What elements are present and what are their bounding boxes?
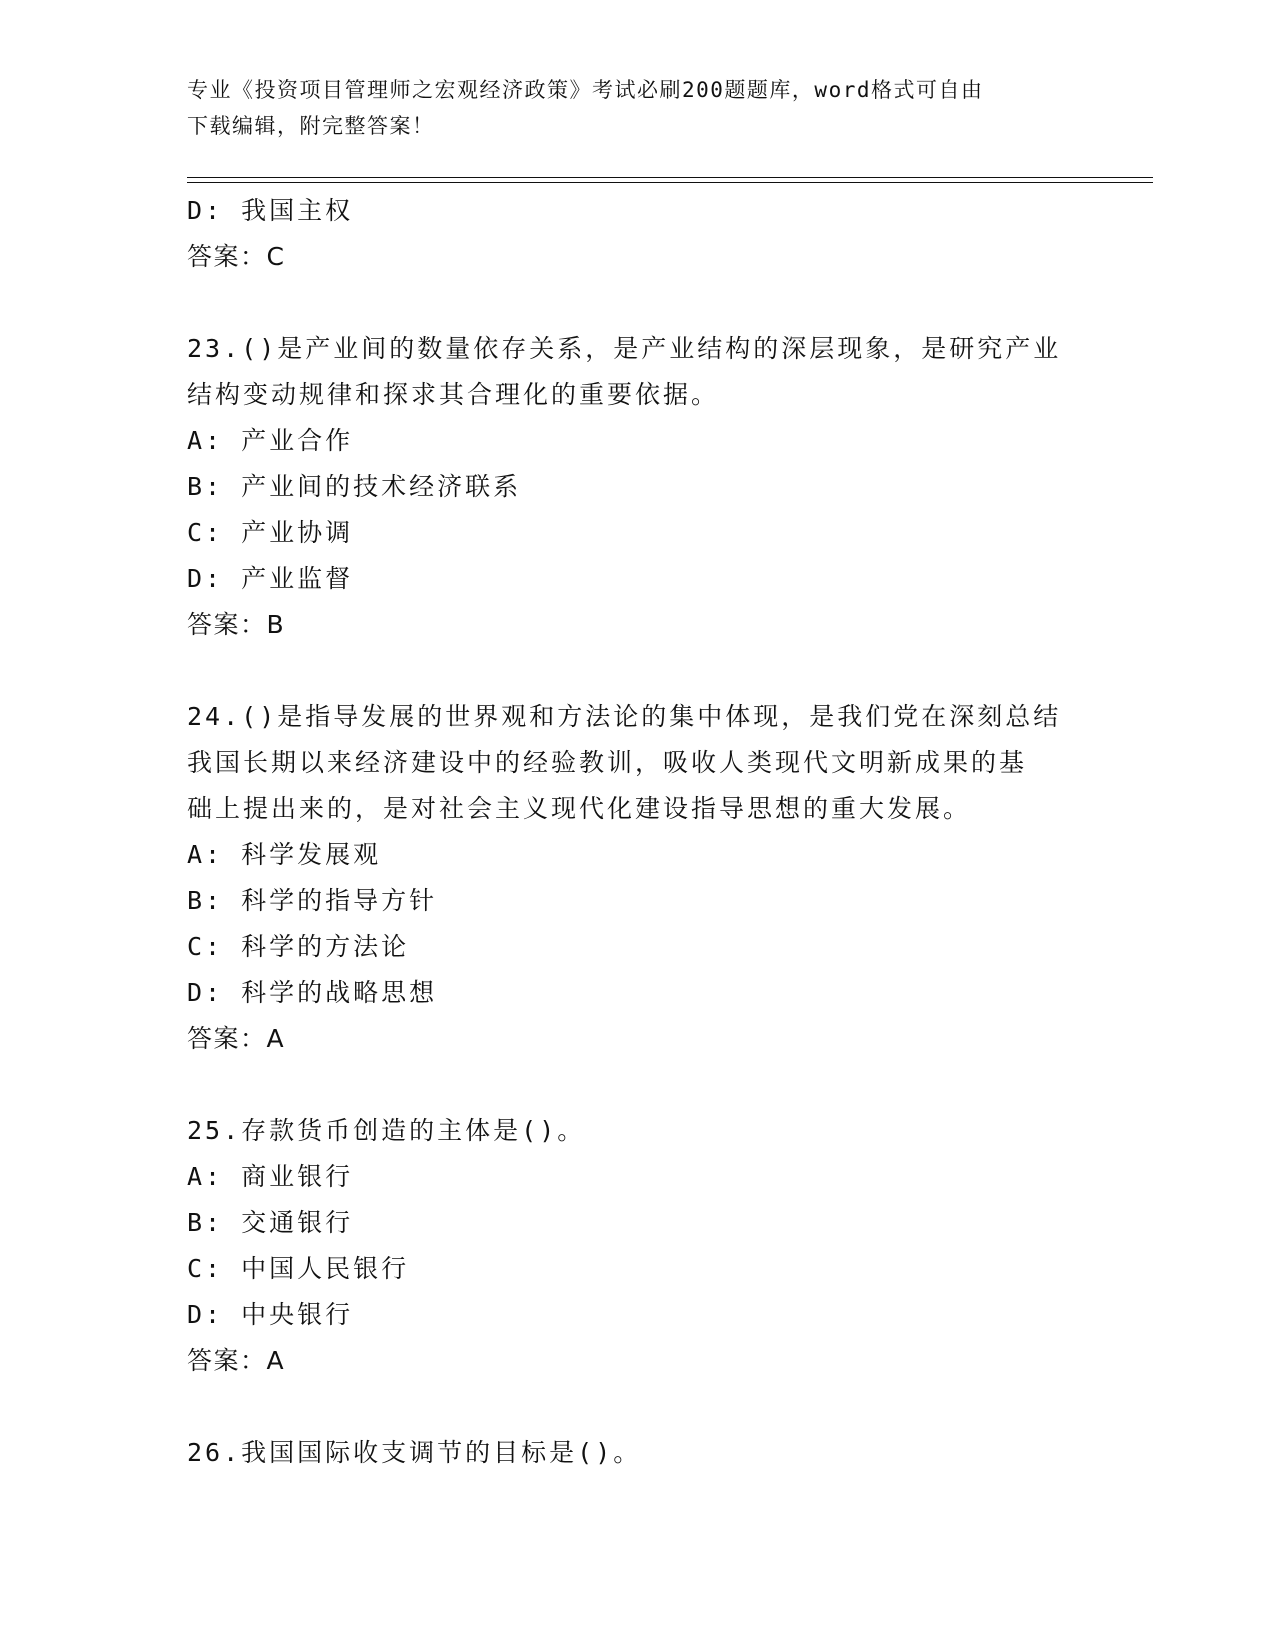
question-stem-line: 25.存款货币创造的主体是()。 — [187, 1116, 586, 1145]
spacer — [187, 280, 1087, 326]
header-line-2: 下载编辑，附完整答案！ — [187, 114, 435, 138]
spacer — [187, 1384, 1087, 1430]
option-b: B: 产业间的技术经济联系 — [187, 472, 522, 501]
option-a: A: 科学发展观 — [187, 840, 382, 869]
spacer — [187, 1062, 1087, 1108]
header-rule-bottom — [187, 182, 1153, 183]
question-24 — [187, 694, 1087, 1062]
answer-line: 答案：A — [187, 1346, 286, 1375]
question-stem-line: 26.我国国际收支调节的目标是()。 — [187, 1438, 642, 1467]
answer-line: 答案：B — [187, 610, 286, 639]
answer-line: 答案：C — [187, 242, 286, 271]
option-a: A: 商业银行 — [187, 1162, 354, 1191]
question-23 — [187, 326, 1087, 648]
option-d: D: 我国主权 — [187, 196, 354, 225]
question-stem-line: 24.()是指导发展的世界观和方法论的集中体现，是我们党在深刻总结 — [187, 702, 1062, 731]
option-c: C: 产业协调 — [187, 518, 354, 547]
option-d: D: 科学的战略思想 — [187, 978, 438, 1007]
option-b: B: 科学的指导方针 — [187, 886, 438, 915]
option-c: C: 中国人民银行 — [187, 1254, 410, 1283]
document-header — [187, 72, 1087, 144]
previous-question-fragment — [187, 188, 1087, 280]
spacer — [187, 648, 1087, 694]
header-rule-top — [187, 177, 1153, 178]
answer-line: 答案：A — [187, 1024, 286, 1053]
header-line-1: 专业《投资项目管理师之宏观经济政策》考试必刷200题题库，word格式可自由 — [187, 78, 984, 102]
option-d: D: 产业监督 — [187, 564, 354, 593]
option-c: C: 科学的方法论 — [187, 932, 410, 961]
question-stem-line: 我国长期以来经济建设中的经验教训，吸收人类现代文明新成果的基 — [187, 748, 1028, 777]
question-stem-line: 础上提出来的，是对社会主义现代化建设指导思想的重大发展。 — [187, 794, 972, 823]
option-b: B: 交通银行 — [187, 1208, 354, 1237]
question-stem-line: 结构变动规律和探求其合理化的重要依据。 — [187, 380, 720, 409]
question-25 — [187, 1108, 1087, 1384]
question-26 — [187, 1430, 1087, 1476]
question-stem-line: 23.()是产业间的数量依存关系，是产业结构的深层现象，是研究产业 — [187, 334, 1062, 363]
option-d: D: 中央银行 — [187, 1300, 354, 1329]
option-a: A: 产业合作 — [187, 426, 354, 455]
document-body — [187, 188, 1087, 1476]
